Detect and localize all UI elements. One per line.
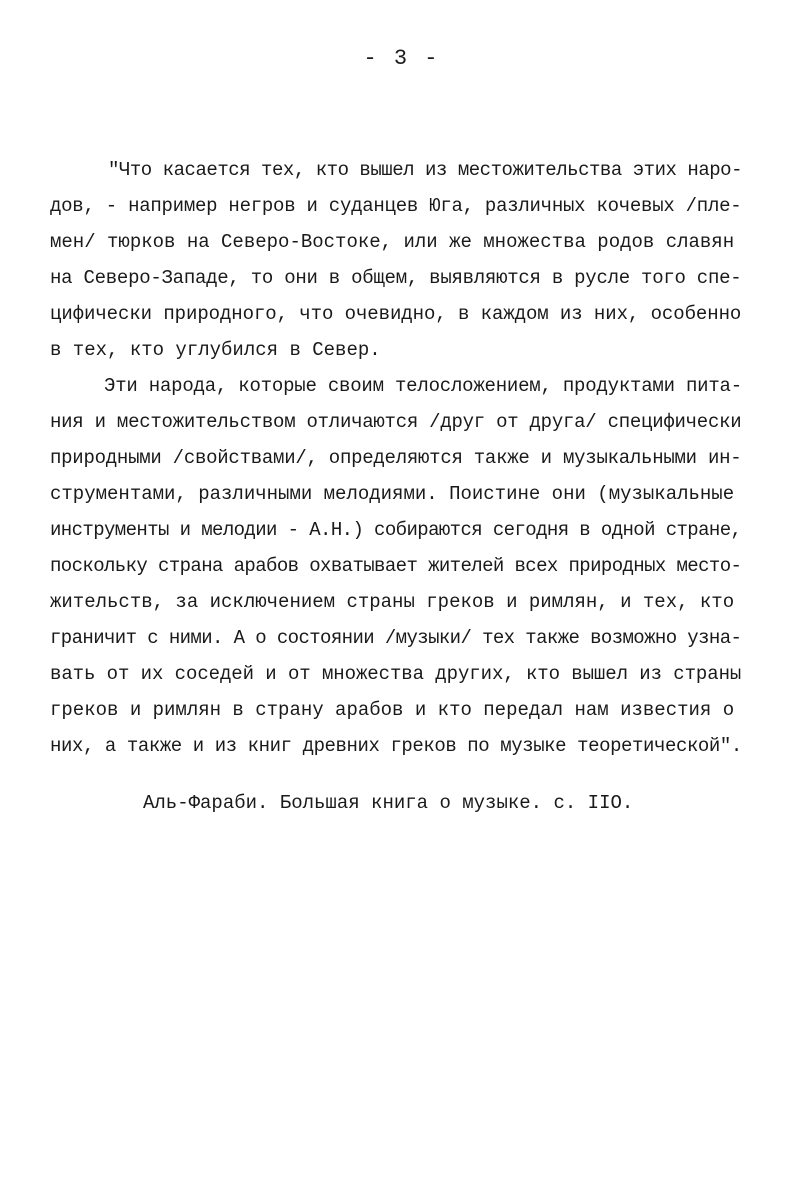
quote-line: Эти народа, которые своим телосложением, продуктами пита- xyxy=(104,375,742,397)
citation: Аль-Фараби. Большая книга о музыке. с. IIO. xyxy=(143,792,634,814)
quote-line: вать от их соседей и от множества других, кто вышел из страны xyxy=(50,663,742,685)
quote-line: жительств, за исключением страны греков и римлян, и тех, кто xyxy=(50,591,735,613)
quote-line: на Северо-Западе, то они в общем, выявляются в русле того спе- xyxy=(50,267,742,289)
quote-line: струментами, различными мелодиями. Поистине они (музыкальные xyxy=(50,483,735,505)
quote-line: в тех, кто углубился в Север. xyxy=(50,339,381,361)
quote-line: греков и римлян в страну арабов и кто передал нам известия о xyxy=(50,699,735,721)
page-number: - 3 - xyxy=(363,46,440,71)
quote-line: граничит с ними. А о состоянии /музыки/ тех также возможно узна- xyxy=(50,627,742,649)
quote-line: инструменты и мелодии - А.Н.) собираются сегодня в одной стране, xyxy=(50,519,742,541)
quote-line: мен/ тюрков на Северо-Востоке, или же множества родов славян xyxy=(50,231,735,253)
quote-line: ния и местожительством отличаются /друг от друга/ специфически xyxy=(50,411,742,433)
quote-line: "Что касается тех, кто вышел из местожительства этих наро- xyxy=(108,159,743,181)
quote-line: дов, - например негров и суданцев Юга, различных кочевых /пле- xyxy=(50,195,742,217)
quote-line: природными /свойствами/, определяются также и музыкальными ин- xyxy=(50,447,742,469)
quote-line: них, а также и из книг древних греков по музыке теоретической". xyxy=(50,735,742,757)
quote-line: поскольку страна арабов охватывает жителей всех природных место- xyxy=(50,555,742,577)
quote-line: цифически природного, что очевидно, в каждом из них, особенно xyxy=(50,303,742,325)
